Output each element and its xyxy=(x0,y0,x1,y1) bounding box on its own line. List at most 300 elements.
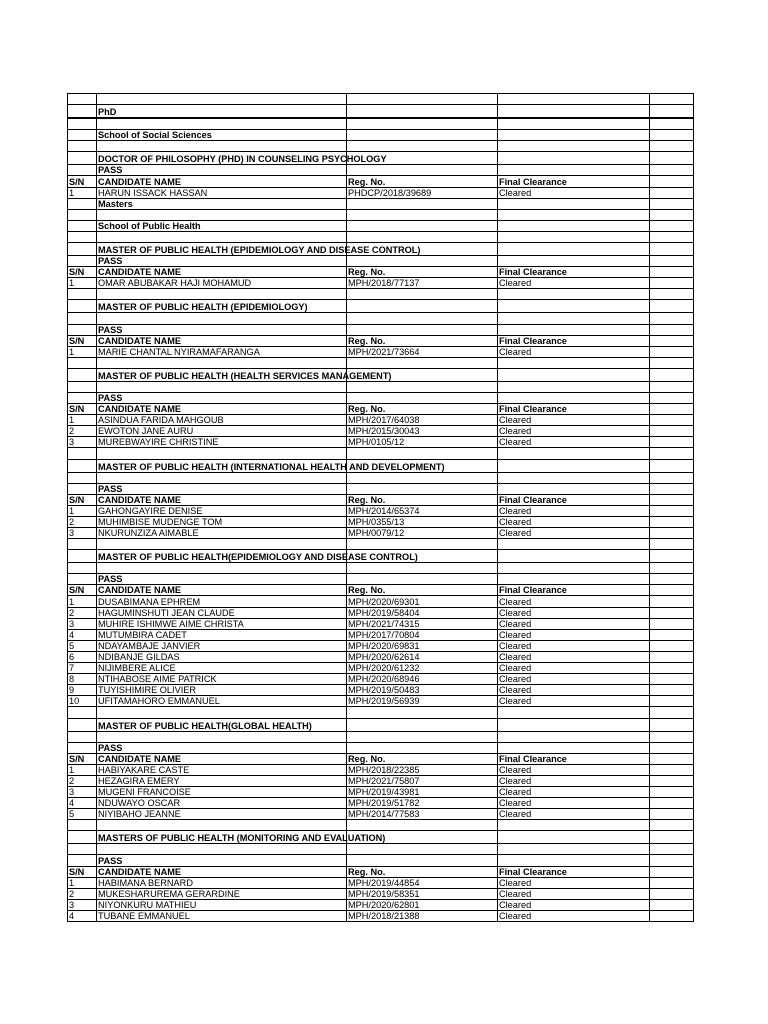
data-cell: 1 xyxy=(68,346,97,357)
data-cell: MPH/0105/12 xyxy=(347,437,498,448)
cell xyxy=(498,130,650,141)
cell xyxy=(650,888,694,899)
column-header: S/N xyxy=(68,176,97,187)
data-cell: 4 xyxy=(68,910,97,921)
cell xyxy=(68,324,97,335)
section-label: PASS xyxy=(97,392,347,403)
cell xyxy=(68,855,97,866)
data-cell: 4 xyxy=(68,629,97,640)
data-cell: MPH/2018/77137 xyxy=(347,278,498,289)
data-cell: NDUWAYO OSCAR xyxy=(97,798,347,809)
cell xyxy=(347,198,498,209)
data-cell: MUHIMBISE MUDENGE TOM xyxy=(97,516,347,527)
column-header: CANDIDATE NAME xyxy=(97,335,347,346)
cell xyxy=(650,198,694,209)
data-cell: MUTUMBIRA CADET xyxy=(97,629,347,640)
data-cell: MPH/2019/58404 xyxy=(347,607,498,618)
data-cell: 3 xyxy=(68,528,97,539)
data-cell: 6 xyxy=(68,651,97,662)
cell xyxy=(68,718,97,731)
data-cell: MPH/2020/62801 xyxy=(347,899,498,910)
cell xyxy=(498,105,650,119)
data-cell: MPH/2018/22385 xyxy=(347,764,498,775)
section-row xyxy=(68,855,694,866)
cell xyxy=(347,539,498,550)
cell xyxy=(650,753,694,764)
column-header: Final Clearance xyxy=(498,335,650,346)
cell xyxy=(68,105,97,119)
cell xyxy=(68,731,97,742)
data-cell: MPH/2020/68946 xyxy=(347,674,498,685)
section-row xyxy=(68,165,694,176)
cell xyxy=(498,392,650,403)
cell xyxy=(650,472,694,483)
table-row xyxy=(68,596,694,607)
cell xyxy=(347,300,498,313)
empty-row xyxy=(68,357,694,368)
section-label: PASS xyxy=(97,256,347,267)
cell xyxy=(498,165,650,176)
cell xyxy=(68,231,97,242)
cell xyxy=(347,381,498,392)
cell xyxy=(650,368,694,381)
cell xyxy=(68,831,97,844)
cell xyxy=(650,118,694,130)
cell xyxy=(650,596,694,607)
data-cell: MPH/0355/13 xyxy=(347,516,498,527)
cell xyxy=(68,368,97,381)
cell xyxy=(498,707,650,718)
cell xyxy=(650,831,694,844)
table-row xyxy=(68,651,694,662)
empty-row xyxy=(68,707,694,718)
section-row xyxy=(68,392,694,403)
data-cell: Cleared xyxy=(498,696,650,707)
data-cell: Cleared xyxy=(498,437,650,448)
table-row xyxy=(68,888,694,899)
empty-row xyxy=(68,118,694,130)
data-cell: Cleared xyxy=(498,618,650,629)
data-cell: Cleared xyxy=(498,516,650,527)
section-row xyxy=(68,718,694,731)
data-cell: MARIE CHANTAL NYIRAMAFARANGA xyxy=(97,346,347,357)
section-label: MASTER OF PUBLIC HEALTH(EPIDEMIOLOGY AND DISEASE CONTROL) xyxy=(97,550,347,563)
data-cell: NDIBANJE GILDAS xyxy=(97,651,347,662)
cell xyxy=(650,607,694,618)
data-cell: PHDCP/2018/39689 xyxy=(347,187,498,198)
cell xyxy=(68,141,97,152)
cell xyxy=(347,574,498,585)
cell xyxy=(650,855,694,866)
cell xyxy=(347,209,498,220)
data-cell: NKURUNZIZA AIMABLE xyxy=(97,528,347,539)
column-header: CANDIDATE NAME xyxy=(97,866,347,877)
section-row xyxy=(68,300,694,313)
column-header: Final Clearance xyxy=(498,404,650,415)
data-cell: MPH/2017/64038 xyxy=(347,415,498,426)
table-row xyxy=(68,346,694,357)
cell xyxy=(650,775,694,786)
cell xyxy=(650,742,694,753)
data-cell: Cleared xyxy=(498,786,650,797)
data-cell: NDAYAMBAJE JANVIER xyxy=(97,640,347,651)
cell xyxy=(650,640,694,651)
cell xyxy=(347,844,498,855)
data-cell: HABIYAKARE CASTE xyxy=(97,764,347,775)
table-row xyxy=(68,877,694,888)
table-row xyxy=(68,528,694,539)
cell xyxy=(68,130,97,141)
data-cell: Cleared xyxy=(498,798,650,809)
cell xyxy=(347,130,498,141)
table-row xyxy=(68,764,694,775)
table-row xyxy=(68,640,694,651)
cell xyxy=(650,574,694,585)
cell xyxy=(68,198,97,209)
data-cell: MUGENI FRANCOISE xyxy=(97,786,347,797)
cell xyxy=(347,448,498,459)
cell xyxy=(68,820,97,831)
cell xyxy=(650,483,694,494)
cell xyxy=(650,820,694,831)
cell xyxy=(498,472,650,483)
cell xyxy=(650,718,694,731)
data-cell: MUKESHARUREMA GERARDINE xyxy=(97,888,347,899)
data-cell: NIYONKURU MATHIEU xyxy=(97,899,347,910)
section-label: School of Public Health xyxy=(97,220,347,231)
cell xyxy=(650,674,694,685)
cell xyxy=(347,256,498,267)
empty-row xyxy=(68,289,694,300)
table-row xyxy=(68,278,694,289)
data-cell: 3 xyxy=(68,899,97,910)
data-cell: 2 xyxy=(68,607,97,618)
section-label: MASTER OF PUBLIC HEALTH (EPIDEMIOLOGY AND DISEASE CONTROL) xyxy=(97,243,347,256)
table-row xyxy=(68,607,694,618)
cell xyxy=(650,899,694,910)
table-row xyxy=(68,685,694,696)
data-cell: GAHONGAYIRE DENISE xyxy=(97,505,347,516)
section-label: PASS xyxy=(97,742,347,753)
data-cell: HEZAGIRA EMERY xyxy=(97,775,347,786)
data-cell: Cleared xyxy=(498,775,650,786)
data-cell: 7 xyxy=(68,663,97,674)
cell xyxy=(97,539,347,550)
data-cell: MPH/2015/30043 xyxy=(347,426,498,437)
column-header-row xyxy=(68,866,694,877)
data-cell: MPH/2017/70804 xyxy=(347,629,498,640)
cell xyxy=(650,313,694,324)
data-cell: MPH/2020/69301 xyxy=(347,596,498,607)
cell xyxy=(498,844,650,855)
cell xyxy=(650,798,694,809)
cell xyxy=(498,448,650,459)
cell xyxy=(347,165,498,176)
empty-row xyxy=(68,563,694,574)
table-row xyxy=(68,899,694,910)
cell xyxy=(498,357,650,368)
column-header: S/N xyxy=(68,753,97,764)
cell xyxy=(650,278,694,289)
cell xyxy=(498,381,650,392)
section-row xyxy=(68,243,694,256)
data-cell: TUBANE EMMANUEL xyxy=(97,910,347,921)
cell xyxy=(498,256,650,267)
cell xyxy=(650,289,694,300)
empty-row xyxy=(68,731,694,742)
data-cell: OMAR ABUBAKAR HAJI MOHAMUD xyxy=(97,278,347,289)
section-label: Masters xyxy=(97,198,347,209)
cell xyxy=(68,472,97,483)
cell xyxy=(68,539,97,550)
column-header: S/N xyxy=(68,267,97,278)
data-cell: Cleared xyxy=(498,278,650,289)
section-row xyxy=(68,368,694,381)
table-row xyxy=(68,663,694,674)
cell xyxy=(97,844,347,855)
cell xyxy=(68,209,97,220)
cell xyxy=(68,256,97,267)
cell xyxy=(650,105,694,119)
data-cell: NTIHABOSE AIME PATRICK xyxy=(97,674,347,685)
cell xyxy=(650,165,694,176)
data-cell: Cleared xyxy=(498,426,650,437)
cell xyxy=(650,505,694,516)
empty-row xyxy=(68,472,694,483)
cell xyxy=(68,574,97,585)
cell xyxy=(650,381,694,392)
cell xyxy=(498,742,650,753)
section-row xyxy=(68,220,694,231)
cell xyxy=(498,563,650,574)
cell xyxy=(347,105,498,119)
clearance-table xyxy=(67,93,694,922)
cell xyxy=(650,809,694,820)
cell xyxy=(650,346,694,357)
cell xyxy=(97,820,347,831)
column-header: Reg. No. xyxy=(347,176,498,187)
cell xyxy=(650,300,694,313)
cell xyxy=(347,324,498,335)
data-cell: Cleared xyxy=(498,685,650,696)
cell xyxy=(347,731,498,742)
data-cell: Cleared xyxy=(498,877,650,888)
empty-row xyxy=(68,539,694,550)
cell xyxy=(650,437,694,448)
column-header: CANDIDATE NAME xyxy=(97,494,347,505)
cell xyxy=(68,742,97,753)
data-cell: Cleared xyxy=(498,346,650,357)
column-header: CANDIDATE NAME xyxy=(97,585,347,596)
column-header: Final Clearance xyxy=(498,267,650,278)
table-row xyxy=(68,775,694,786)
cell xyxy=(650,866,694,877)
cell xyxy=(498,550,650,563)
cell xyxy=(68,844,97,855)
data-cell: 5 xyxy=(68,809,97,820)
column-header-row xyxy=(68,585,694,596)
table-row xyxy=(68,696,694,707)
column-header-row xyxy=(68,267,694,278)
data-cell: MPH/2020/61232 xyxy=(347,663,498,674)
table-row xyxy=(68,786,694,797)
data-cell: Cleared xyxy=(498,640,650,651)
cell xyxy=(97,141,347,152)
data-cell: Cleared xyxy=(498,663,650,674)
data-cell: 3 xyxy=(68,437,97,448)
data-cell: MPH/2014/65374 xyxy=(347,505,498,516)
cell xyxy=(650,731,694,742)
cell xyxy=(97,118,347,130)
cell xyxy=(650,335,694,346)
cell xyxy=(650,516,694,527)
cell xyxy=(97,381,347,392)
cell xyxy=(650,256,694,267)
cell xyxy=(347,313,498,324)
section-label: MASTER OF PUBLIC HEALTH(GLOBAL HEALTH) xyxy=(97,718,347,731)
cell xyxy=(650,563,694,574)
data-cell: 1 xyxy=(68,764,97,775)
cell xyxy=(498,483,650,494)
data-cell: ASINDUA FARIDA MAHGOUB xyxy=(97,415,347,426)
cell xyxy=(650,94,694,105)
cell xyxy=(650,324,694,335)
cell xyxy=(347,707,498,718)
cell xyxy=(498,300,650,313)
cell xyxy=(498,324,650,335)
data-cell: MPH/2019/50483 xyxy=(347,685,498,696)
cell xyxy=(650,844,694,855)
column-header-row xyxy=(68,335,694,346)
data-cell: 5 xyxy=(68,640,97,651)
cell xyxy=(650,357,694,368)
data-cell: 1 xyxy=(68,278,97,289)
column-header: CANDIDATE NAME xyxy=(97,753,347,764)
cell xyxy=(347,563,498,574)
cell xyxy=(68,300,97,313)
cell xyxy=(498,231,650,242)
data-cell: EWOTON JANE AURU xyxy=(97,426,347,437)
empty-row xyxy=(68,381,694,392)
column-header: S/N xyxy=(68,335,97,346)
data-cell: MPH/2019/44854 xyxy=(347,877,498,888)
data-cell: MPH/2019/56939 xyxy=(347,696,498,707)
data-cell: Cleared xyxy=(498,764,650,775)
cell xyxy=(650,209,694,220)
data-cell: 2 xyxy=(68,775,97,786)
section-label: PASS xyxy=(97,324,347,335)
cell xyxy=(498,539,650,550)
data-cell: MPH/2020/69831 xyxy=(347,640,498,651)
column-header-row xyxy=(68,494,694,505)
cell xyxy=(650,696,694,707)
column-header: Final Clearance xyxy=(498,585,650,596)
cell xyxy=(347,118,498,130)
cell xyxy=(97,231,347,242)
data-cell: Cleared xyxy=(498,505,650,516)
data-cell: 1 xyxy=(68,877,97,888)
section-label: PASS xyxy=(97,855,347,866)
cell xyxy=(68,459,97,472)
cell xyxy=(650,243,694,256)
cell xyxy=(347,392,498,403)
cell xyxy=(68,381,97,392)
column-header: CANDIDATE NAME xyxy=(97,404,347,415)
column-header: CANDIDATE NAME xyxy=(97,267,347,278)
table-row xyxy=(68,516,694,527)
column-header: Final Clearance xyxy=(498,866,650,877)
column-header: Reg. No. xyxy=(347,404,498,415)
cell xyxy=(650,426,694,437)
cell xyxy=(97,731,347,742)
cell xyxy=(498,289,650,300)
section-label: PASS xyxy=(97,483,347,494)
cell xyxy=(650,550,694,563)
cell xyxy=(68,118,97,130)
cell xyxy=(498,459,650,472)
data-cell: 1 xyxy=(68,415,97,426)
cell xyxy=(498,731,650,742)
column-header: Final Clearance xyxy=(498,494,650,505)
cell xyxy=(650,267,694,278)
section-row xyxy=(68,130,694,141)
cell xyxy=(68,220,97,231)
data-cell: Cleared xyxy=(498,187,650,198)
cell xyxy=(650,187,694,198)
cell xyxy=(650,663,694,674)
column-header: S/N xyxy=(68,494,97,505)
empty-row xyxy=(68,313,694,324)
data-cell: NIJIMBERE ALICE xyxy=(97,663,347,674)
cell xyxy=(650,130,694,141)
cell xyxy=(347,231,498,242)
cell xyxy=(347,357,498,368)
cell xyxy=(97,563,347,574)
cell xyxy=(68,550,97,563)
cell xyxy=(68,483,97,494)
data-cell: MUREBWAYIRE CHRISTINE xyxy=(97,437,347,448)
section-label: PhD xyxy=(97,105,347,119)
data-cell: MPH/0079/12 xyxy=(347,528,498,539)
cell xyxy=(650,392,694,403)
cell xyxy=(68,152,97,165)
data-cell: 4 xyxy=(68,798,97,809)
data-cell: Cleared xyxy=(498,910,650,921)
data-cell: DUSABIMANA EPHREM xyxy=(97,596,347,607)
section-row xyxy=(68,831,694,844)
data-cell: Cleared xyxy=(498,596,650,607)
empty-row xyxy=(68,141,694,152)
column-header: Reg. No. xyxy=(347,494,498,505)
data-cell: 2 xyxy=(68,888,97,899)
section-label: MASTER OF PUBLIC HEALTH (HEALTH SERVICES MANAGEMENT) xyxy=(97,368,347,381)
cell xyxy=(498,209,650,220)
column-header: S/N xyxy=(68,585,97,596)
table-row xyxy=(68,426,694,437)
section-label: PASS xyxy=(97,165,347,176)
table-row xyxy=(68,618,694,629)
data-cell: MUHIRE ISHIMWE AIME CHRISTA xyxy=(97,618,347,629)
cell xyxy=(97,209,347,220)
cell xyxy=(498,831,650,844)
empty-row xyxy=(68,94,694,105)
cell xyxy=(68,243,97,256)
cell xyxy=(97,707,347,718)
cell xyxy=(498,198,650,209)
section-label: MASTERS OF PUBLIC HEALTH (MONITORING AND EVALUATION) xyxy=(97,831,347,844)
cell xyxy=(650,231,694,242)
cell xyxy=(347,742,498,753)
